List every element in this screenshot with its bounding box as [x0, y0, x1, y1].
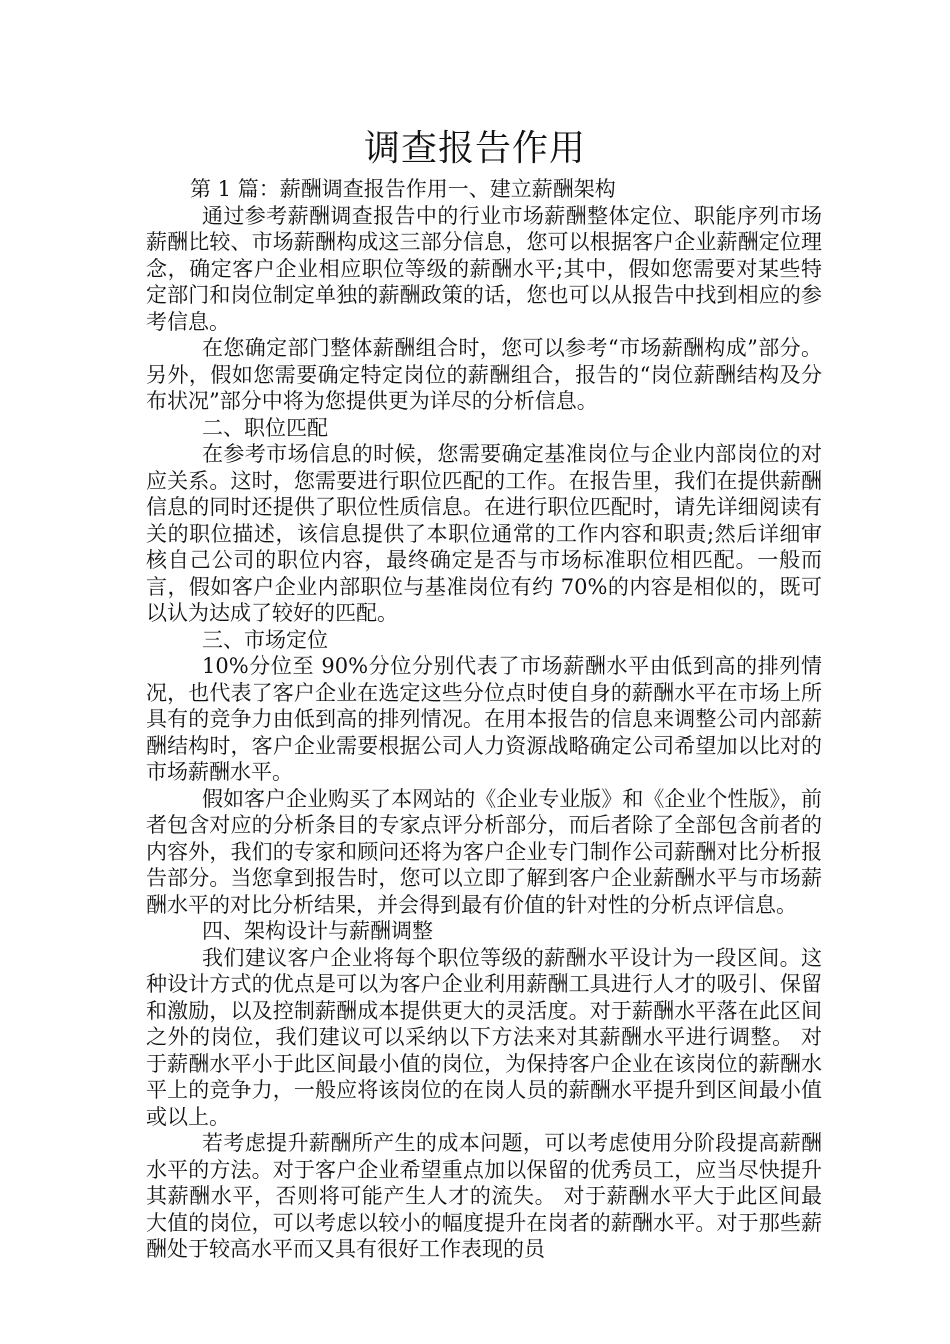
- document-title: 调查报告作用: [363, 128, 586, 169]
- paragraph: 在参考市场信息的时候，您需要确定基准岗位与企业内部岗位的对应关系。这时，您需要进行职位匹配的工作。在报告里，我们在提供薪酬信息的同时还提供了职位性质信息。在进行职位匹配时，请先详细阅读有关的职位描述，该信息提供了本职位通常的工作内容和职责;然后详细审核自己公司的职位内容，最终确定是否与市场标准职位相匹配。一般而言，假如客户企业内部职位与基准岗位有约 70%的内容是相似的，既可以认为达成了较好的匹配。: [146, 442, 822, 625]
- section-heading: 三、市场定位: [202, 627, 328, 652]
- paragraph: 若考虑提升薪酬所产生的成本问题，可以考虑使用分阶段提高薪酬水平的方法。对于客户企业希望重点加以保留的优秀员工，应当尽快提升其薪酬水平，否则将可能产生人才的流失。 对于薪酬水平大于此区间最大值的岗位，可以考虑以较小的幅度提升在岗者的薪酬水平。对于那些薪酬处于较高水平而又具有很好工作表现的员: [146, 1131, 822, 1261]
- paragraph: 在您确定部门整体薪酬组合时，您可以参考“市场薪酬构成”部分。另外，假如您需要确定特定岗位的薪酬组合，报告的“岗位薪酬结构及分布状况”部分中将为您提供更为详尽的分析信息。: [146, 336, 822, 413]
- paragraph: 我们建议客户企业将每个职位等级的薪酬水平设计为一段区间。这种设计方式的优点是可以为客户企业利用薪酬工具进行人才的吸引、保留和激励，以及控制薪酬成本提供更大的灵活度。对于薪酬水平落在此区间之外的岗位，我们建议可以采纳以下方法来对其薪酬水平进行调整。 对于薪酬水平小于此区间最小值的岗位，为保持客户企业在该岗位的薪酬水平上的竞争力，一般应将该岗位的在岗人员的薪酬水平提升到区间最小值或以上。: [146, 945, 822, 1129]
- document-subtitle: 第 1 篇：薪酬调查报告作用一、建立薪酬架构: [190, 177, 616, 201]
- document-body: [146, 176, 822, 1263]
- section-heading: 四、架构设计与薪酬调整: [202, 919, 433, 943]
- section-heading: 二、职位匹配: [202, 415, 328, 440]
- paragraph: 假如客户企业购买了本网站的《企业专业版》和《企业个性版》，前者包含对应的分析条目的专家点评分析部分，而后者除了全部包含前者的内容外，我们的专家和顾问还将为客户企业专门制作公司薪酬对比分析报告部分。当您拿到报告时，您可以立即了解到客户企业薪酬水平与市场薪酬水平的对比分析结果，并会得到最有价值的针对性的分析点评信息。: [146, 786, 822, 917]
- paragraph: 通过参考薪酬调查报告中的行业市场薪酬整体定位、职能序列市场薪酬比较、市场薪酬构成这三部分信息，您可以根据客户企业薪酬定位理念，确定客户企业相应职位等级的薪酬水平;其中，假如您需要对某些特定部门和岗位制定单独的薪酬政策的话，您也可以从报告中找到相应的参考信息。: [146, 203, 822, 334]
- paragraph: 10%分位至 90%分位分别代表了市场薪酬水平由低到高的排列情况，也代表了客户企业在选定这些分位点时使自身的薪酬水平在市场上所具有的竞争力由低到高的排列情况。在用本报告的信息来调整公司内部薪酬结构时，客户企业需要根据公司人力资源战略确定公司希望加以比对的市场薪酬水平。: [146, 654, 822, 784]
